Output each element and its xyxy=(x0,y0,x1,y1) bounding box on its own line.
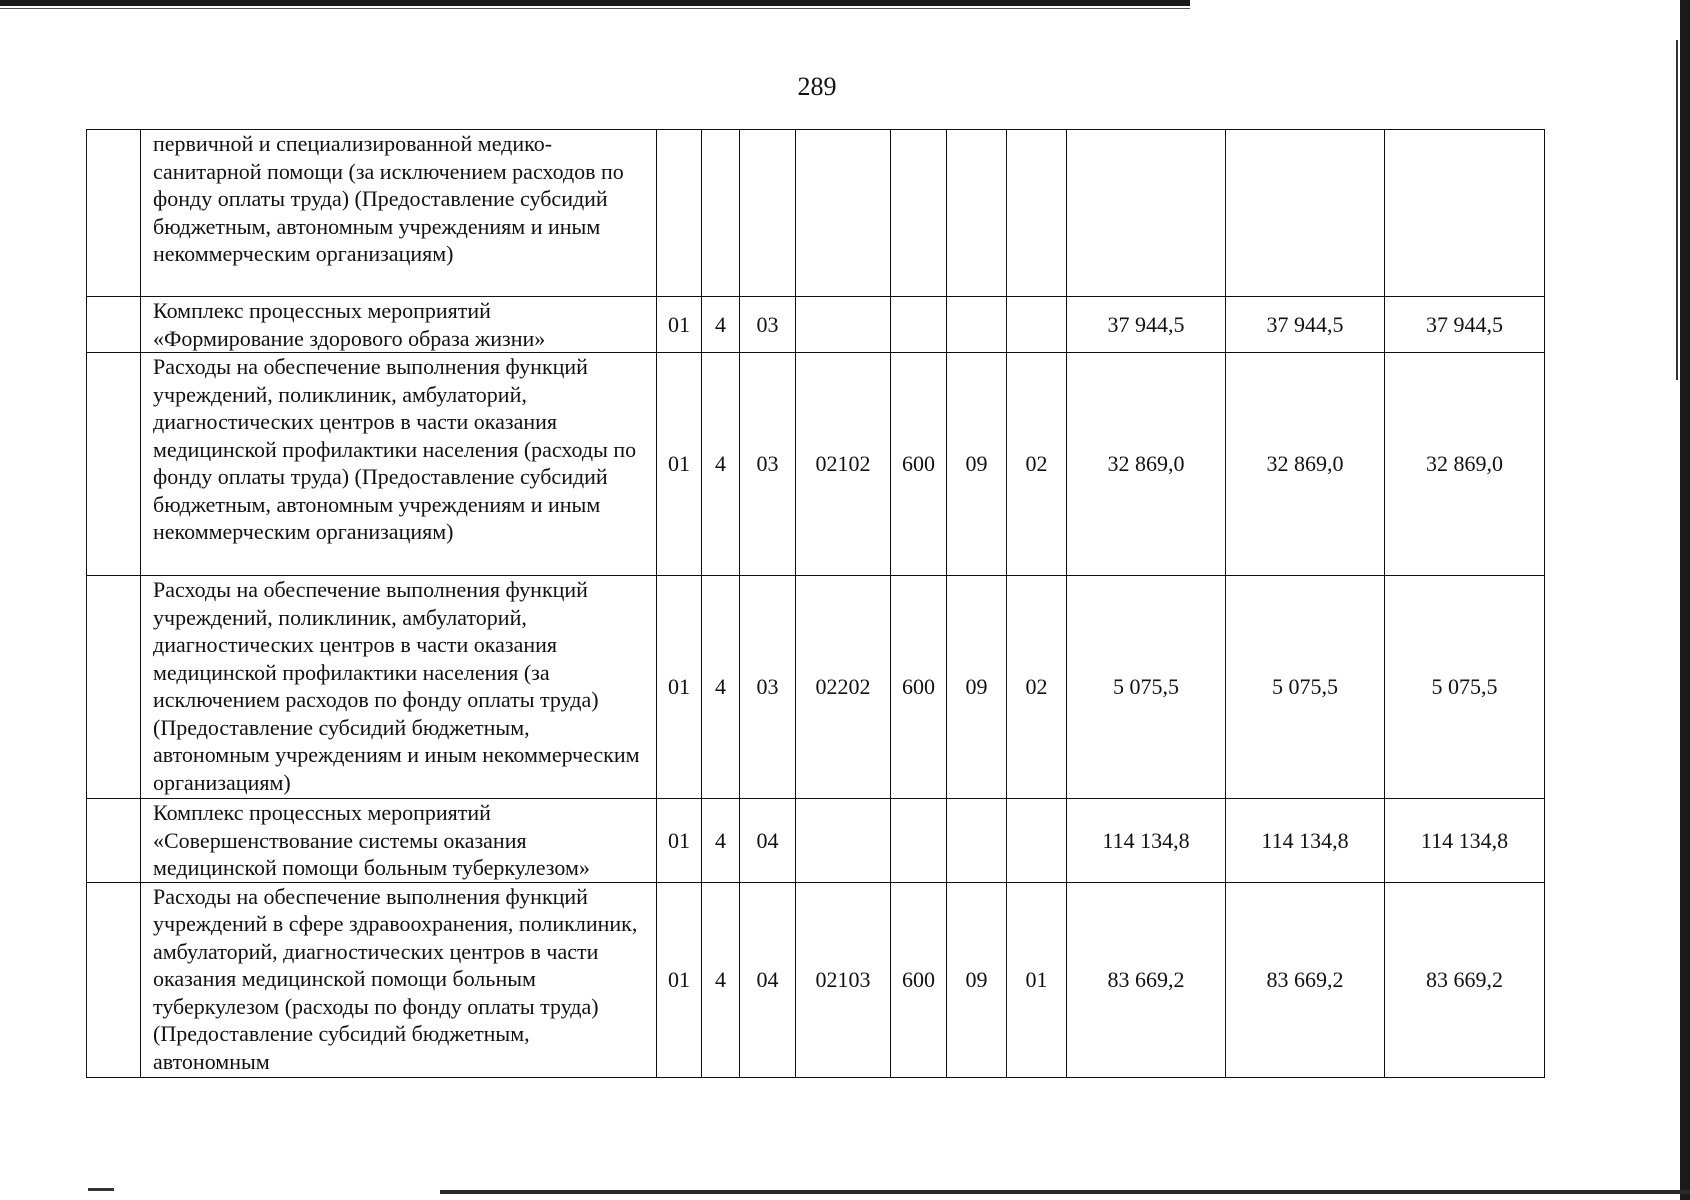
code-cell: 600 xyxy=(891,576,947,799)
code-cell: 02102 xyxy=(796,353,891,576)
amount-cell: 83 669,2 xyxy=(1067,882,1226,1077)
code-cell: 4 xyxy=(702,882,740,1077)
amount-cell: 5 075,5 xyxy=(1226,576,1385,799)
code-cell: 600 xyxy=(891,882,947,1077)
table-row xyxy=(87,882,1545,1077)
code-cell: 02103 xyxy=(796,882,891,1077)
description-cell: Расходы на обеспечение выполнения функций учреждений, поликлиник, амбулаторий, диагностических центров в части оказания медицинской профилактики населения (за исключением расходов по фонду оплаты труда) (Предоставление субсидий бюджетным, автономным учреждениям и иным некоммерческим организациям) xyxy=(141,576,657,799)
code-cell: 01 xyxy=(657,882,702,1077)
table-row xyxy=(87,576,1545,799)
code-cell: 01 xyxy=(657,297,702,353)
scan-border-bottom xyxy=(440,1190,1690,1194)
description-cell: первичной и специализированной медико-санитарной помощи (за исключением расходов по фонду оплаты труда) (Предоставление субсидий бюджетным, автономным учреждениям и иным некоммерческим организациям) xyxy=(141,130,657,297)
code-cell xyxy=(1007,799,1067,883)
description-cell: Комплекс процессных мероприятий «Формирование здорового образа жизни» xyxy=(141,297,657,353)
code-cell: 600 xyxy=(891,353,947,576)
description-cell: Расходы на обеспечение выполнения функций учреждений, поликлиник, амбулаторий, диагностических центров в части оказания медицинской профилактики населения (расходы по фонду оплаты труда) (Предоставление субсидий бюджетным, автономным учреждениям и иным некоммерческим организациям) xyxy=(141,353,657,576)
code-cell: 03 xyxy=(740,297,796,353)
code-cell: 4 xyxy=(702,576,740,799)
amount-cell: 114 134,8 xyxy=(1067,799,1226,883)
code-cell xyxy=(796,130,891,297)
code-cell xyxy=(796,799,891,883)
code-cell: 04 xyxy=(740,799,796,883)
amount-cell: 37 944,5 xyxy=(1226,297,1385,353)
code-cell: 04 xyxy=(740,882,796,1077)
code-cell xyxy=(796,297,891,353)
code-cell xyxy=(657,130,702,297)
code-cell: 02 xyxy=(1007,576,1067,799)
description-cell: Расходы на обеспечение выполнения функций учреждений в сфере здравоохранения, поликлиник, амбулаторий, диагностических центров в части оказания медицинской помощи больным туберкулезом (расходы по фонду оплаты труда) (Предоставление субсидий бюджетным, автономным xyxy=(141,882,657,1077)
amount-cell xyxy=(1067,130,1226,297)
code-cell: 09 xyxy=(947,882,1007,1077)
code-cell: 03 xyxy=(740,353,796,576)
amount-cell: 32 869,0 xyxy=(1226,353,1385,576)
row-index-cell xyxy=(87,130,141,297)
code-cell: 02202 xyxy=(796,576,891,799)
table-row xyxy=(87,297,1545,353)
row-index-cell xyxy=(87,353,141,576)
amount-cell: 5 075,5 xyxy=(1385,576,1545,799)
amount-cell: 83 669,2 xyxy=(1226,882,1385,1077)
row-index-cell xyxy=(87,576,141,799)
code-cell xyxy=(947,297,1007,353)
amount-cell: 32 869,0 xyxy=(1067,353,1226,576)
code-cell xyxy=(1007,130,1067,297)
row-index-cell xyxy=(87,799,141,883)
row-index-cell xyxy=(87,882,141,1077)
table-row xyxy=(87,353,1545,576)
budget-table xyxy=(86,129,1545,1078)
amount-cell: 32 869,0 xyxy=(1385,353,1545,576)
amount-cell: 83 669,2 xyxy=(1385,882,1545,1077)
code-cell: 09 xyxy=(947,353,1007,576)
code-cell: 09 xyxy=(947,576,1007,799)
amount-cell: 114 134,8 xyxy=(1385,799,1545,883)
code-cell: 03 xyxy=(740,576,796,799)
code-cell: 4 xyxy=(702,799,740,883)
code-cell: 4 xyxy=(702,353,740,576)
scan-border-right xyxy=(1680,0,1690,1200)
amount-cell xyxy=(1385,130,1545,297)
code-cell xyxy=(891,130,947,297)
amount-cell: 37 944,5 xyxy=(1385,297,1545,353)
amount-cell: 5 075,5 xyxy=(1067,576,1226,799)
row-index-cell xyxy=(87,297,141,353)
description-cell: Комплекс процессных мероприятий «Совершенствование системы оказания медицинской помощи больным туберкулезом» xyxy=(141,799,657,883)
code-cell xyxy=(891,297,947,353)
code-cell: 01 xyxy=(657,576,702,799)
code-cell xyxy=(1007,297,1067,353)
code-cell xyxy=(891,799,947,883)
code-cell: 01 xyxy=(1007,882,1067,1077)
amount-cell xyxy=(1226,130,1385,297)
scan-border-top-thin xyxy=(0,8,1190,9)
scan-border-right-inner xyxy=(1676,40,1678,380)
amount-cell: 37 944,5 xyxy=(1067,297,1226,353)
scan-mark-bottom-left xyxy=(88,1188,114,1191)
amount-cell: 114 134,8 xyxy=(1226,799,1385,883)
code-cell xyxy=(947,799,1007,883)
table-row xyxy=(87,799,1545,883)
code-cell: 01 xyxy=(657,799,702,883)
code-cell xyxy=(740,130,796,297)
code-cell: 4 xyxy=(702,297,740,353)
code-cell: 02 xyxy=(1007,353,1067,576)
page-number: 289 xyxy=(797,72,837,101)
code-cell: 01 xyxy=(657,353,702,576)
table-row xyxy=(87,130,1545,297)
scan-border-top xyxy=(0,0,1190,6)
code-cell xyxy=(702,130,740,297)
code-cell xyxy=(947,130,1007,297)
